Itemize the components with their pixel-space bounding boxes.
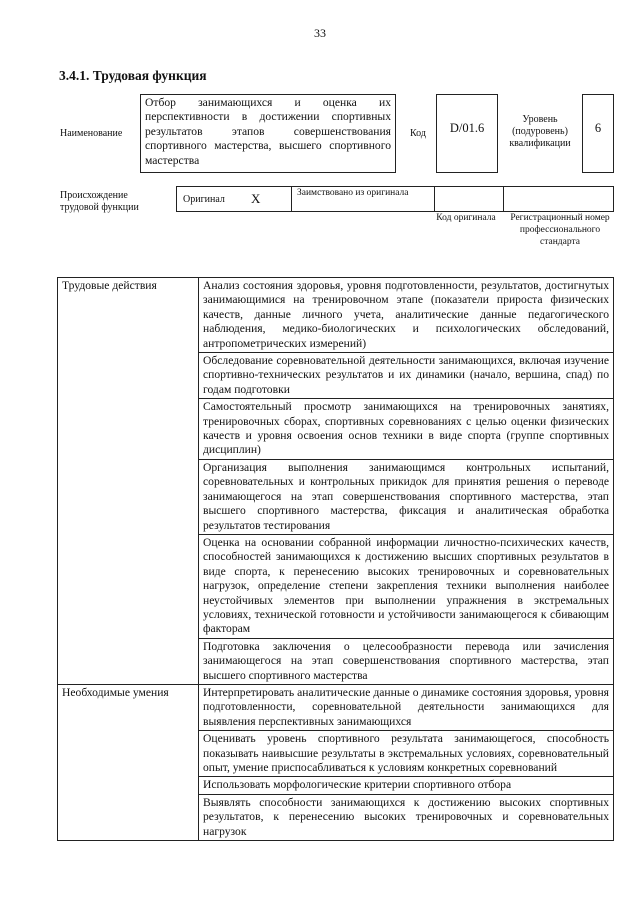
required-skill: Оценивать уровень спортивного результата занимающегося, способность показывать наивысшие результаты в экстремальных условиях, соревновательный опыт, умение приспосабливаться к условиям конкретных соревнований: [199, 731, 614, 777]
required-skill: Выявлять способности занимающихся к достижению высоких спортивных результатов, к перенесению высоких тренировочных и соревновательных нагрузок: [199, 794, 614, 840]
table-row: [58, 278, 614, 353]
required-skill: Использовать морфологические критерии спортивного отбора: [199, 777, 614, 794]
labor-action: Самостоятельный просмотр занимающихся на тренировочных занятиях, тренировочных сборах, спортивных соревнованиях с целью оценки физических качеств и уровня освоения основ техники в виде спорта (группе спортивных дисциплин): [199, 399, 614, 460]
labor-action: Организация выполнения занимающимся контрольных испытаний, соревновательных и контрольных прикидок для принятия решения о переводе занимающегося на этап совершенствования спортивного мастерства, этап высшего спортивного мастерства, фиксация и аналитическая обработка результатов тестирования: [199, 459, 614, 534]
labor-action: Оценка на основании собранной информации личностно-психических качеств, способностей занимающихся к достижению высших спортивных результатов в виде спорта, к перенесению высоких тренировочных и соревновательных нагрузок, определение степени закрепления техники выполнения наиболее неустойчивых элементов при выполнении упражнения в экстремальных условиях, технической готовности и устойчивости занимающегося к сбивающим факторам: [199, 534, 614, 638]
name-label: Наименование: [60, 128, 123, 139]
original-label: Оригинал: [183, 194, 225, 205]
section-label: Трудовые действия: [58, 278, 199, 685]
divider: [291, 187, 292, 211]
function-name: Отбор занимающихся и оценка их перспективности в достижении спортивных результатов этапов совершенствования спортивного мастерства, высшего спортивного мастерства: [145, 96, 391, 167]
code-original-label: Код оригинала: [436, 213, 496, 223]
divider: [503, 187, 504, 211]
level-box: [582, 94, 614, 173]
function-details-table: [57, 277, 614, 841]
page-number: 33: [314, 26, 326, 40]
section-title: 3.4.1. Трудовая функция: [59, 68, 207, 83]
level-value: 6: [594, 121, 602, 135]
required-skill: Интерпретировать аналитические данные о динамике состояния здоровья, уровня подготовленности, соревновательной деятельности занимающихся для выявления перспективных занимающихся: [199, 684, 614, 730]
reg-number-label: Регистрационный номер профессионального стандарта: [510, 213, 610, 247]
function-name-box: [140, 94, 396, 173]
code-box: [436, 94, 498, 173]
labor-action: Обследование соревновательной деятельности занимающихся, включая изучение спортивно-технических результатов и их динамики (начало, вершина, спад) по годам подготовки: [199, 353, 614, 399]
origin-label: Происхождение трудовой функции: [60, 190, 139, 213]
section-label: Необходимые умения: [58, 684, 199, 840]
level-label: Уровень (подуровень) квалификации: [509, 114, 571, 149]
table-row: [58, 684, 614, 730]
original-mark: X: [251, 191, 261, 206]
labor-action: Анализ состояния здоровья, уровня подготовленности, результатов, достигнутых занимающимися на тренировочном этапе (показатели прироста физических качеств, данные личного учета, аналитические данные педагогического наблюдения, медико-биологических и психологических обследований, антропометрических измерений): [199, 278, 614, 353]
labor-action: Подготовка заключения о целесообразности перевода или зачисления занимающегося на этап совершенствования спортивного мастерства, этап высшего спортивного мастерства: [199, 638, 614, 684]
divider: [434, 187, 435, 211]
borrowed-label: Заимствовано из оригинала: [297, 188, 409, 198]
origin-table: [176, 186, 614, 212]
code-value: D/01.6: [449, 121, 485, 135]
code-label: Код: [410, 128, 426, 139]
